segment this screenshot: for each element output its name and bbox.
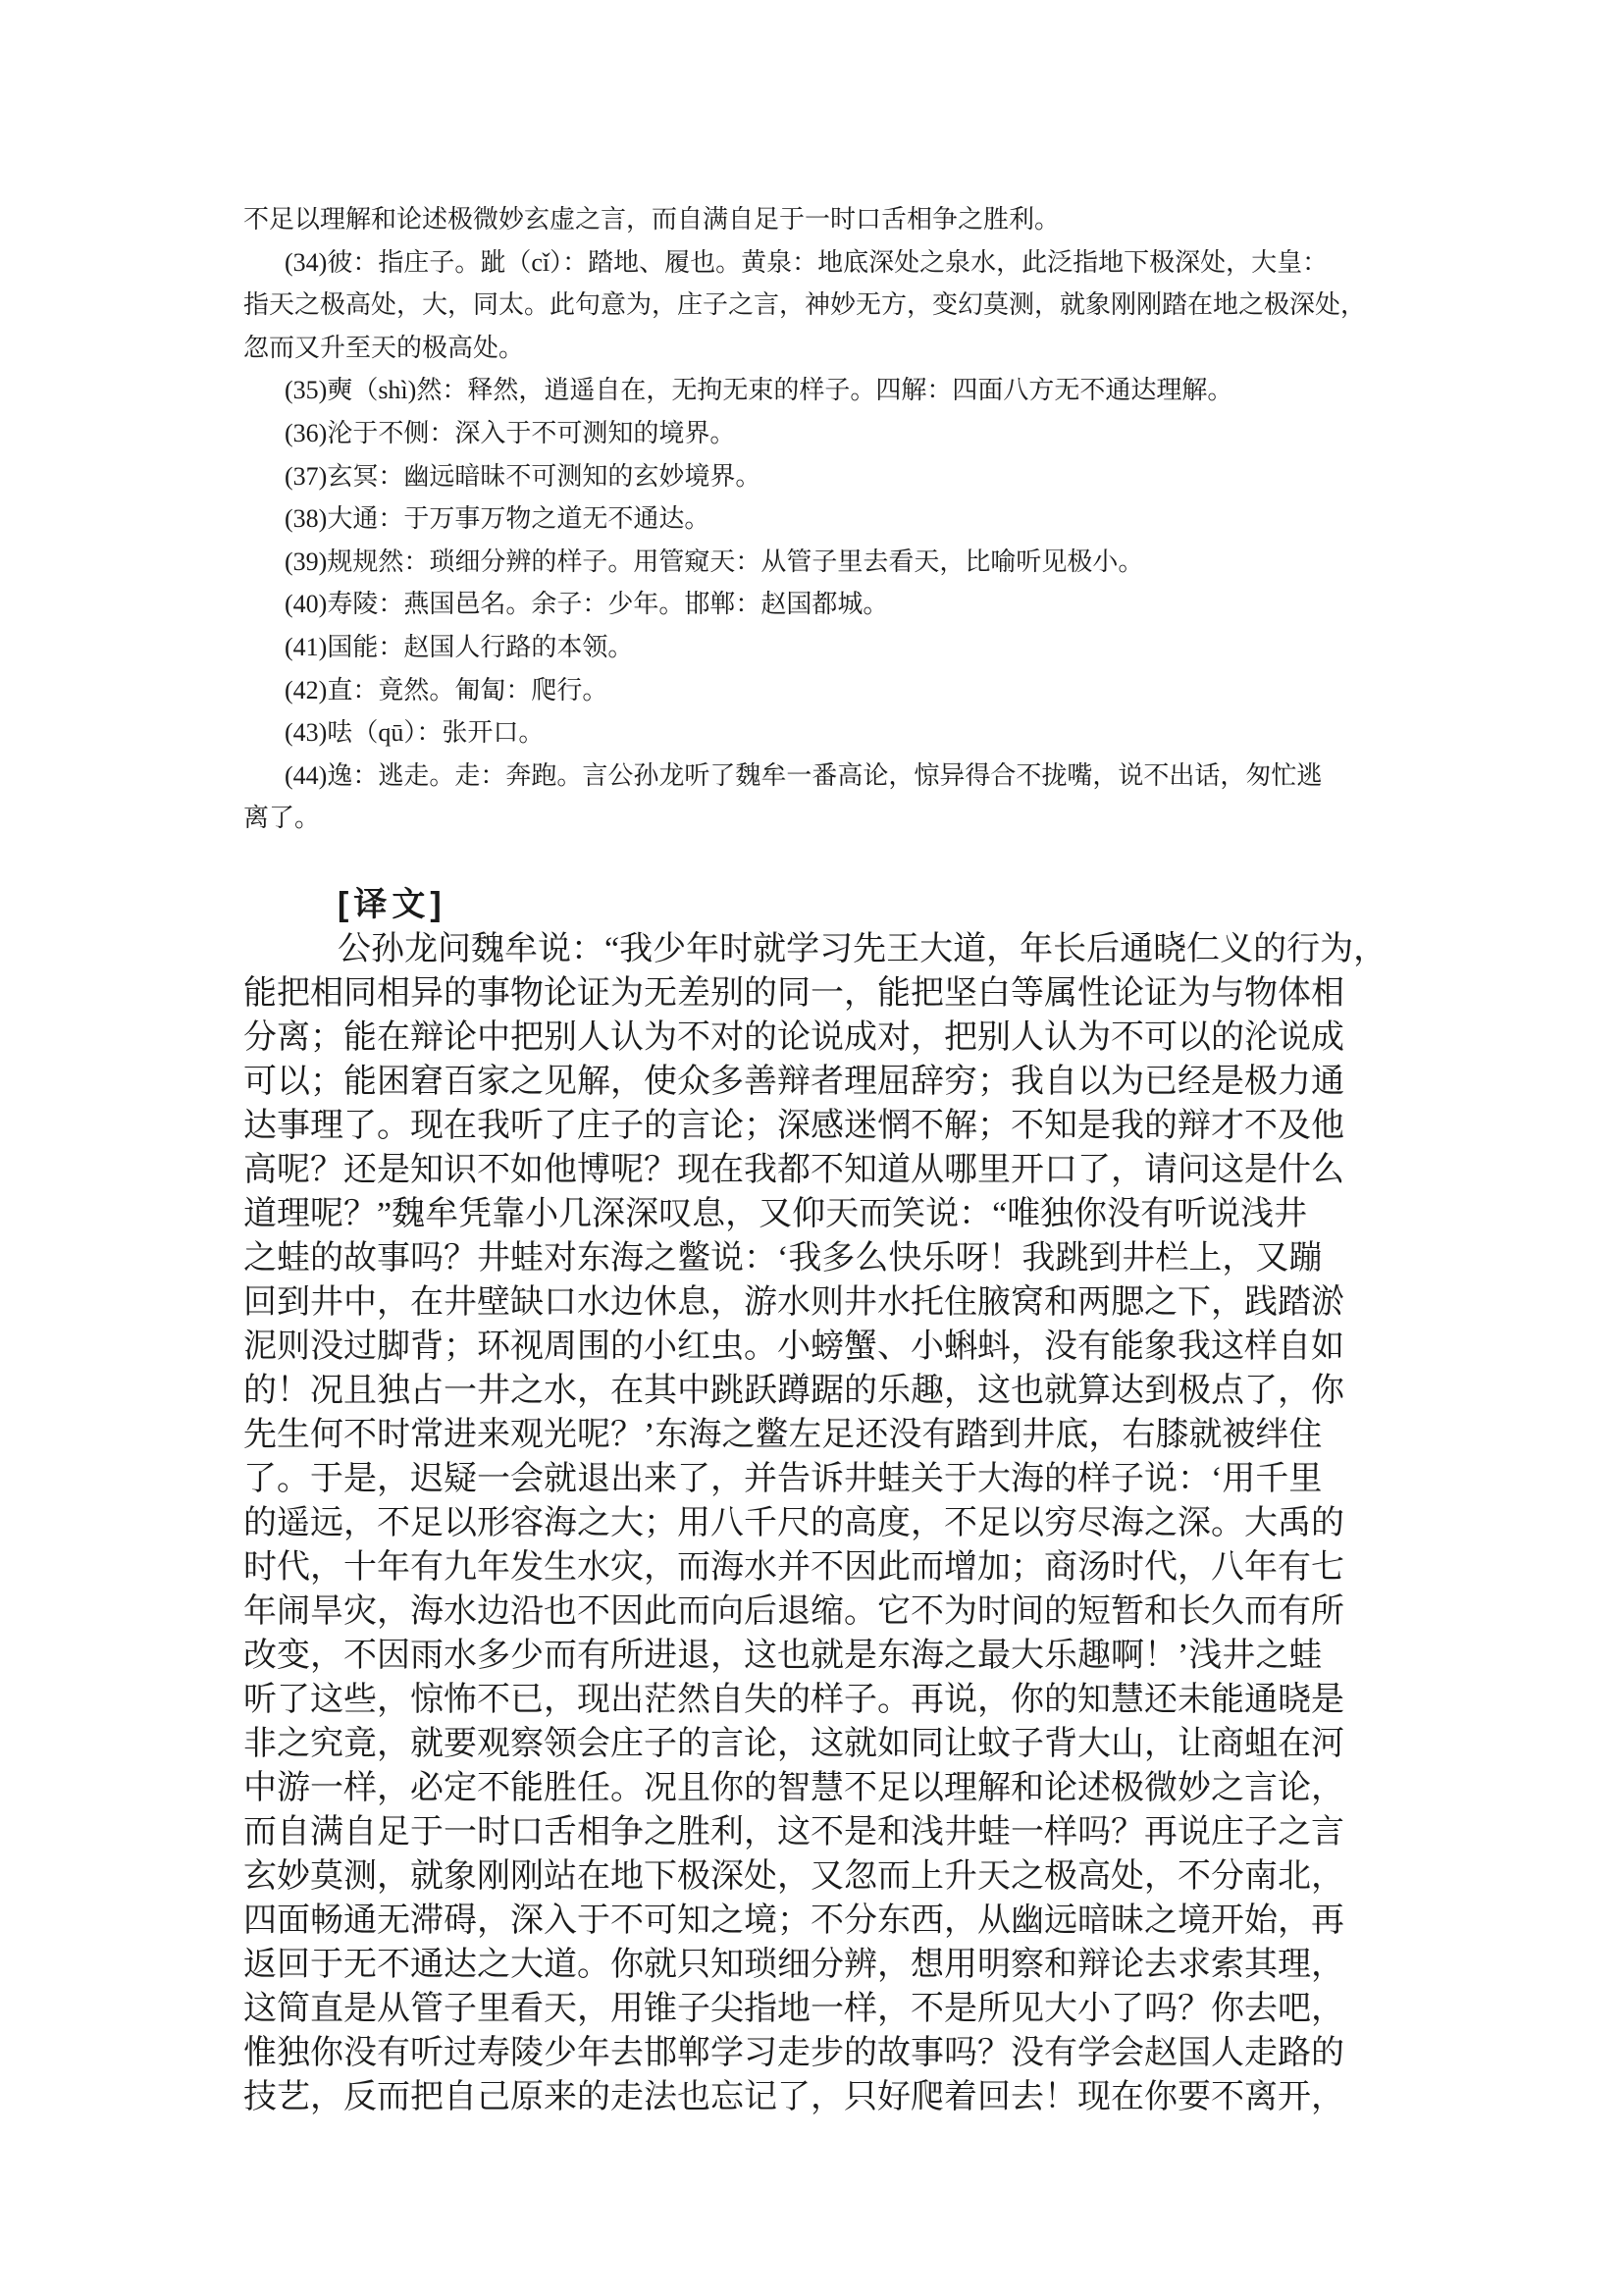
text-line: 的！况且独占一井之水，在其中跳跃蹲踞的乐趣，这也就算达到极点了，你: [243, 1372, 1344, 1409]
text-line: 玄妙莫测，就象刚刚站在地下极深处，又忽而上升天之极高处，不分南北，: [243, 1857, 1344, 1895]
text-line: 改变，不因雨水多少而有所进退，这也就是东海之最大乐趣啊！’浅井之蛙: [243, 1637, 1323, 1674]
text-line: 中游一样，必定不能胜任。况且你的智慧不足以理解和论述极微妙之言论，: [243, 1769, 1344, 1806]
annotations-section: [243, 198, 1382, 840]
text-line: 之蛙的故事吗？井蛙对东海之鳖说：‘我多么快乐呀！我跳到井栏上，又蹦: [243, 1239, 1323, 1277]
text-line: 高呢？还是知识不如他博呢？现在我都不知道从哪里开口了，请问这是什么: [243, 1151, 1344, 1188]
text-line: 非之究竟，就要观察领会庄子的言论，这就如同让蚊子背大山，让商蛆在河: [243, 1725, 1344, 1762]
text-line: 技艺，反而把自己原来的走法也忘记了，只好爬着回去！现在你要不离开，: [243, 2078, 1344, 2115]
text-line: (38)大通：于万事万物之道无不通达。: [285, 504, 710, 534]
text-line: 这简直是从管子里看天，用锥子尖指地一样，不是所见大小了吗？你去吧，: [243, 1990, 1344, 2027]
text-line: (37)玄冥：幽远暗昧不可测知的玄妙境界。: [285, 461, 761, 491]
text-line: (39)规规然：琐细分辨的样子。用管窥天：从管子里去看天，比喻听见极小。: [285, 547, 1144, 576]
text-line: 可以；能困窘百家之见解，使众多善辩者理屈辞穷；我自以为已经是极力通: [243, 1063, 1344, 1100]
text-line: 回到井中，在井壁缺口水边休息，游水则井水托住腋窝和两腮之下，践踏淤: [243, 1283, 1344, 1321]
translation-header: [译文]: [338, 885, 446, 923]
text-line: 分离；能在辩论中把别人认为不对的论说成对，把别人认为不可以的沦说成: [243, 1018, 1344, 1056]
text-line: 不足以理解和论述极微妙玄虚之言，而自满自足于一时口舌相争之胜利。: [243, 205, 1061, 234]
text-line: (34)彼：指庄子。跐（cǐ）：踏地、履也。黄泉：地底深处之泉水，此泛指地下极深处，大皇：: [285, 247, 1329, 277]
text-line: 离了。: [243, 804, 321, 833]
text-line: (36)沦于不侧：深入于不可测知的境界。: [285, 418, 736, 447]
text-line: 返回于无不通达之大道。你就只知琐细分辨，想用明察和辩论去求索其理，: [243, 1946, 1344, 1983]
text-line: 指天之极高处，大，同太。此句意为，庄子之言，神妙无方，变幻莫测，就象刚刚踏在地之极深处，: [243, 290, 1367, 320]
text-line: 的遥远，不足以形容海之大；用八千尺的高度，不足以穷尽海之深。大禹的: [243, 1504, 1344, 1541]
text-line: (42)直：竟然。匍匐：爬行。: [285, 675, 608, 704]
text-line: 道理呢？”魏牟凭靠小几深深叹息，又仰天而笑说：“唯独你没有听说浅井: [243, 1195, 1308, 1232]
text-line: 泥则没过脚背；环视周围的小红虫。小螃蟹、小蝌蚪，没有能象我这样自如: [243, 1328, 1344, 1365]
text-line: 达事理了。现在我听了庄子的言论；深感迷惘不解；不知是我的辩才不及他: [243, 1107, 1344, 1144]
text-line: 了。于是，迟疑一会就退出来了，并告诉井蛙关于大海的样子说：‘用千里: [243, 1460, 1323, 1497]
text-line: 而自满自足于一时口舌相争之胜利，这不是和浅井蛙一样吗？再说庄子之言: [243, 1813, 1344, 1851]
text-line: (44)逸：逃走。走：奔跑。言公孙龙听了魏牟一番高论，惊异得合不拢嘴，说不出话，匆忙逃: [285, 760, 1323, 790]
text-line: 年闹旱灾，海水边沿也不因此而向后退缩。它不为时间的短暂和长久而有所: [243, 1592, 1344, 1630]
text-line: 听了这些，惊怖不已，现出茫然自失的样子。再说，你的知慧还未能通晓是: [243, 1681, 1344, 1718]
text-line: 公孙龙问魏牟说：“我少年时就学习先王大道，年长后通晓仁义的行为，: [338, 930, 1388, 967]
text-line: (43)呿（qū）：张开口。: [285, 718, 545, 748]
text-line: (40)寿陵：燕国邑名。余子：少年。邯郸：赵国都城。: [285, 590, 889, 619]
text-line: 惟独你没有听过寿陵少年去邯郸学习走步的故事吗？没有学会赵国人走路的: [243, 2034, 1344, 2071]
text-line: 时代，十年有九年发生水灾，而海水并不因此而增加；商汤时代，八年有七: [243, 1548, 1344, 1586]
page-content: [243, 198, 1388, 2119]
translation-section: [243, 927, 1388, 2119]
text-line: (35)奭（shì)然：释然，逍遥自在，无拘无束的样子。四解：四面八方无不通达理解。: [285, 376, 1233, 405]
text-line: (41)国能：赵国人行路的本领。: [285, 632, 634, 661]
text-line: 先生何不时常进来观光呢？’东海之鳖左足还没有踏到井底，右膝就被绊住: [243, 1416, 1323, 1453]
text-line: 忽而又升至天的极高处。: [243, 333, 525, 362]
text-line: 能把相同相异的事物论证为无差别的同一，能把坚白等属性论证为与物体相: [243, 974, 1344, 1012]
section-gap: [243, 840, 1382, 883]
text-line: 四面畅通无滞碍，深入于不可知之境；不分东西，从幽远暗昧之境开始，再: [243, 1902, 1344, 1939]
